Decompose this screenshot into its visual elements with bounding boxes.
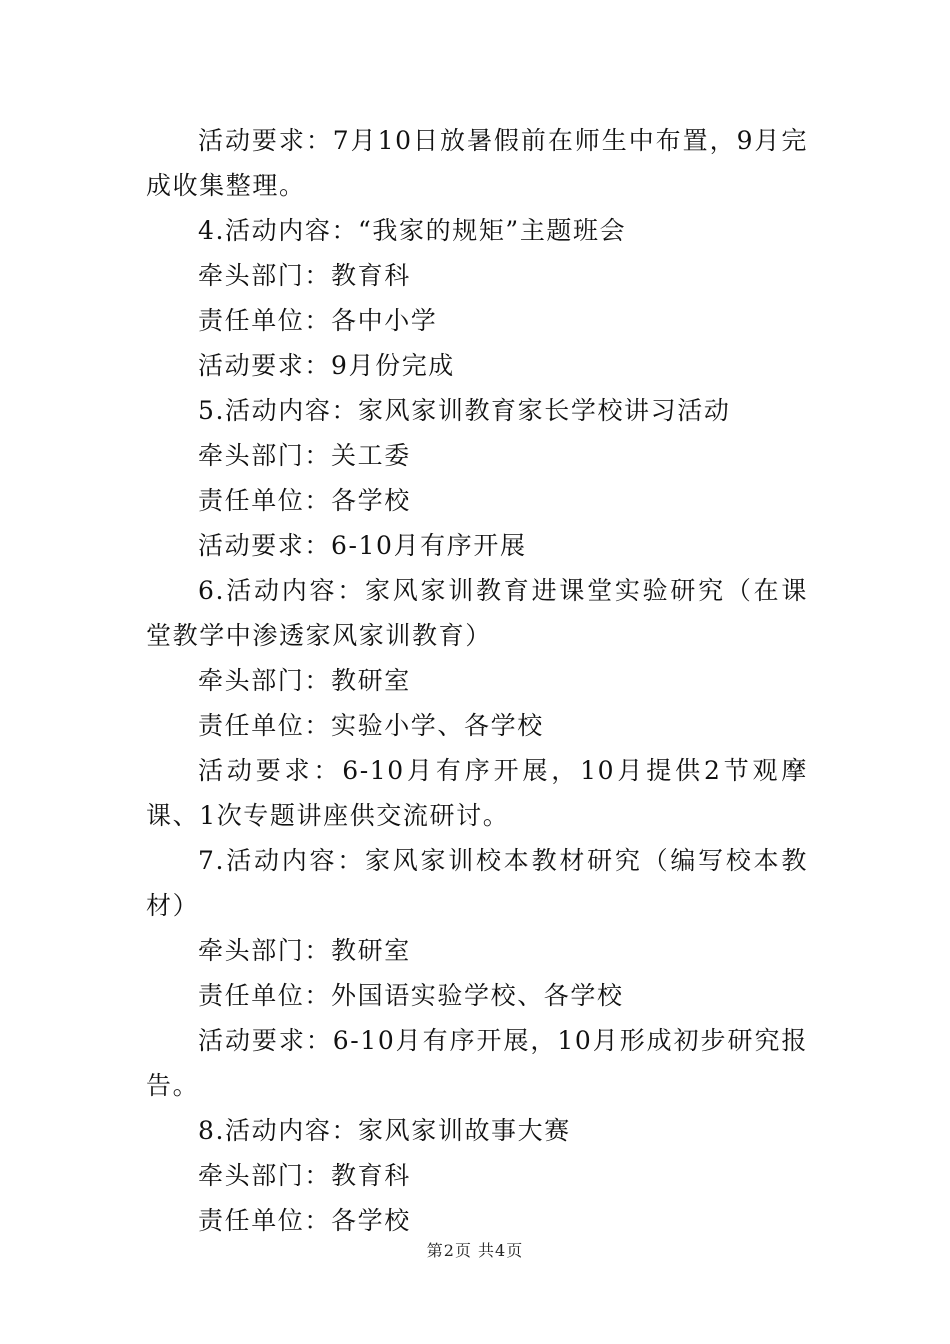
paragraph: 责任单位：实验小学、各学校: [198, 711, 544, 740]
paragraph: 活动要求：6-10月有序开展: [198, 531, 527, 560]
paragraph: 牵头部门：教育科: [198, 1161, 411, 1190]
paragraph: 5.活动内容：家风家训教育家长学校讲习活动: [198, 396, 731, 425]
page-number-footer: 第2页 共4页: [426, 1241, 524, 1260]
paragraph: 4.活动内容：“我家的规矩”主题班会: [198, 216, 627, 245]
paragraph: 责任单位：各中小学: [198, 306, 438, 335]
paragraph: 活动要求：6-10月有序开展，10月提供2节观摩课、1次专题讲座供交流研讨。: [146, 756, 808, 830]
paragraph: 牵头部门：关工委: [198, 441, 411, 470]
document-body: [146, 118, 808, 1243]
paragraph: 8.活动内容：家风家训故事大赛: [198, 1116, 571, 1145]
paragraph: 6.活动内容：家风家训教育进课堂实验研究（在课堂教学中渗透家风家训教育）: [146, 576, 808, 650]
paragraph: 活动要求：7月10日放暑假前在师生中布置，9月完成收集整理。: [146, 126, 808, 200]
paragraph: 牵头部门：教育科: [198, 261, 411, 290]
paragraph: 牵头部门：教研室: [198, 666, 411, 695]
paragraph: 活动要求：6-10月有序开展，10月形成初步研究报告。: [146, 1026, 808, 1100]
paragraph: 责任单位：外国语实验学校、各学校: [198, 981, 624, 1010]
paragraph: 责任单位：各学校: [198, 1206, 411, 1235]
paragraph: 活动要求：9月份完成: [198, 351, 455, 380]
paragraph: 牵头部门：教研室: [198, 936, 411, 965]
paragraph: 责任单位：各学校: [198, 486, 411, 515]
paragraph: 7.活动内容：家风家训校本教材研究（编写校本教材）: [146, 846, 808, 920]
